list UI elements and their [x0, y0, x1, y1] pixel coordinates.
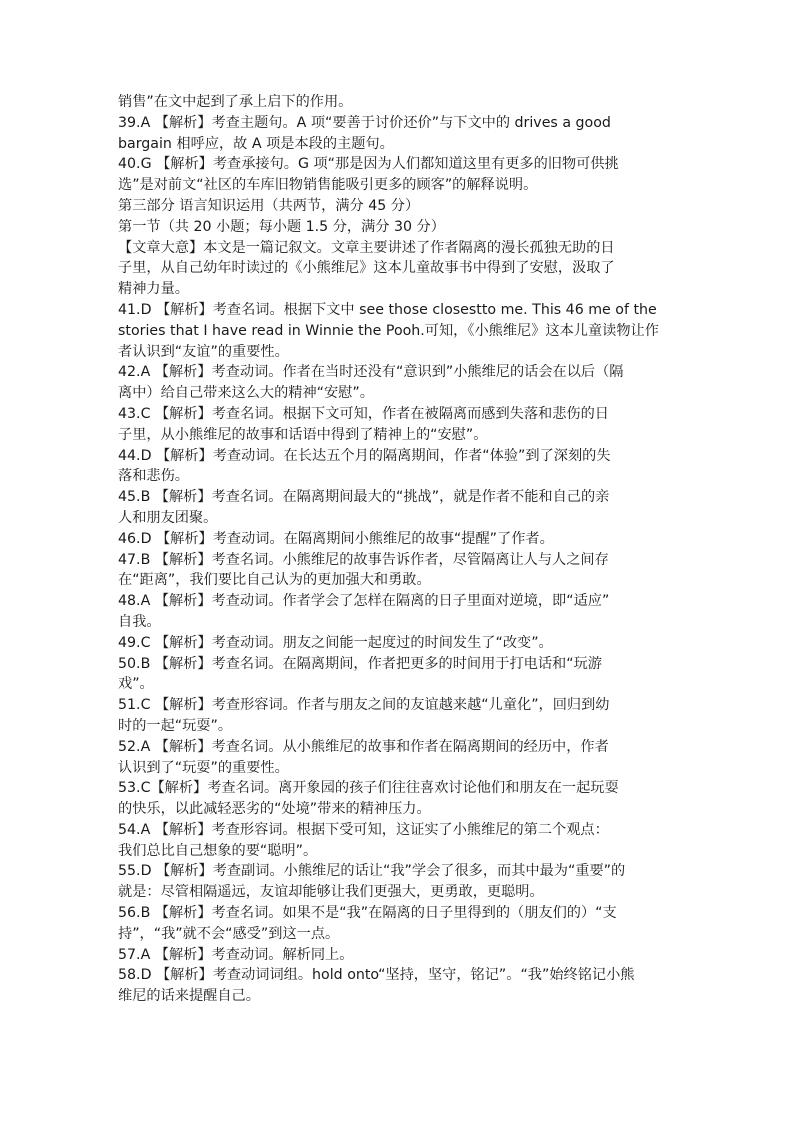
text-line: 戏”。: [118, 676, 154, 693]
text-line: 53.C【解析】考查名词。离开象园的孩子们往往喜欢讨论他们和朋友在一起玩耍: [118, 780, 619, 797]
text-line: 维尼的话来提醒自己。: [118, 988, 260, 1005]
text-line: 就是：尽管相隔遥远，友谊却能够让我们更强大，更勇敢，更聪明。: [118, 884, 544, 901]
text-line: 自我。: [118, 613, 161, 630]
text-line: 57.A 【解析】考查动词。解析同上。: [118, 946, 354, 963]
text-line: 精神力量。: [118, 281, 189, 298]
text-line: 52.A 【解析】考查名词。从小熊维尼的故事和作者在隔离期间的经历中，作者: [118, 738, 609, 755]
text-line: 49.C 【解析】考查动词。朋友之间能一起度过的时间发生了“改变”。: [118, 634, 553, 651]
text-line: 43.C 【解析】考查名词。根据下文可知，作者在被隔离而感到失落和悲伤的日: [118, 405, 609, 422]
text-line: 人和朋友团聚。: [118, 509, 218, 526]
text-line: stories that I have read in Winnie the Pooh.可知，《小熊维尼》这本儿童读物让作: [118, 322, 659, 339]
text-line: 离中）给自己带来这么大的精神“安慰”。: [118, 385, 374, 402]
text-line: 子里，从小熊维尼的故事和话语中得到了精神上的“安慰”。: [118, 426, 488, 443]
text-line: 者认识到“友谊”的重要性。: [118, 343, 289, 360]
text-line: 46.D 【解析】考查动词。在隔离期间小熊维尼的故事“提醒”了作者。: [118, 530, 554, 547]
text-line: 41.D 【解析】考查名词。根据下文中 see those closestto me. This 46 me of the: [118, 301, 657, 318]
text-line: 54.A 【解析】考查形容词。根据下受可知，这证实了小熊维尼的第二个观点：: [118, 821, 609, 838]
text-line: 落和悲伤。: [118, 468, 189, 485]
text-line: 58.D 【解析】考查动词词组。hold onto“坚持，坚守，铭记”。“我”始终铭记小熊: [118, 967, 635, 984]
text-line: 我们总比自己想象的要“聪明”。: [118, 842, 318, 859]
text-line: 第三部分 语言知识运用（共两节，满分 45 分）: [118, 197, 420, 214]
text-line: 56.B 【解析】考查名词。如果不是“我”在隔离的日子里得到的（朋友们的）“支: [118, 905, 617, 922]
text-line: 39.A 【解析】考查主题句。A 项“要善于讨价还价”与下文中的 drives a good: [118, 114, 611, 131]
text-line: 在“距离”，我们要比自己认为的更加强大和勇敢。: [118, 572, 431, 589]
text-line: 的快乐，以此减轻恶劣的“处境”带来的精神压力。: [118, 801, 431, 818]
text-line: 44.D 【解析】考查动词。在长达五个月的隔离期间，作者“体验”到了深刻的失: [118, 447, 611, 464]
text-line: 子里，从自己幼年时读过的《小熊维尼》这本儿童故事书中得到了安慰，汲取了: [118, 260, 615, 277]
text-line: 55.D 【解析】考查副词。小熊维尼的话让“我”学会了很多，而其中最为“重要”的: [118, 863, 626, 880]
text-line: 51.C 【解析】考查形容词。作者与朋友之间的友谊越来越“儿童化”，回归到幼: [118, 697, 610, 714]
text-line: bargain 相呼应，故 A 项是本段的主题句。: [118, 135, 394, 152]
text-line: 第一节（共 20 小题；每小题 1.5 分，满分 30 分）: [118, 218, 445, 235]
text-line: 时的一起“玩耍”。: [118, 717, 233, 734]
text-line: 40.G 【解析】考查承接句。G 项“那是因为人们都知道这里有更多的旧物可供挑: [118, 156, 619, 173]
text-line: 【文章大意】本文是一篇记叙文。文章主要讲述了作者隔离的漫长孤独无助的日: [118, 239, 615, 256]
text-line: 48.A 【解析】考查动词。作者学会了怎样在隔离的日子里面对逆境，即“适应”: [118, 593, 610, 610]
text-line: 50.B 【解析】考查名词。在隔离期间，作者把更多的时间用于打电话和“玩游: [118, 655, 602, 672]
text-line: 持”，“我”就不会“感受”到这一点。: [118, 925, 340, 942]
text-line: 选”是对前文“社区的车库旧物销售能吸引更多的顾客”的解释说明。: [118, 177, 538, 194]
text-line: 销售”在文中起到了承上启下的作用。: [118, 94, 353, 110]
text-line: 认识到了“玩耍”的重要性。: [118, 759, 289, 776]
text-line: 42.A 【解析】考查动词。作者在当时还没有“意识到”小熊维尼的话会在以后（隔: [118, 364, 624, 381]
text-line: 45.B 【解析】考查名词。在隔离期间最大的“挑战”，就是作者不能和自己的亲: [118, 489, 610, 506]
text-line: 47.B 【解析】考查名词。小熊维尼的故事告诉作者，尽管隔离让人与人之间存: [118, 551, 609, 568]
answer-explanation-text: [118, 92, 678, 1007]
